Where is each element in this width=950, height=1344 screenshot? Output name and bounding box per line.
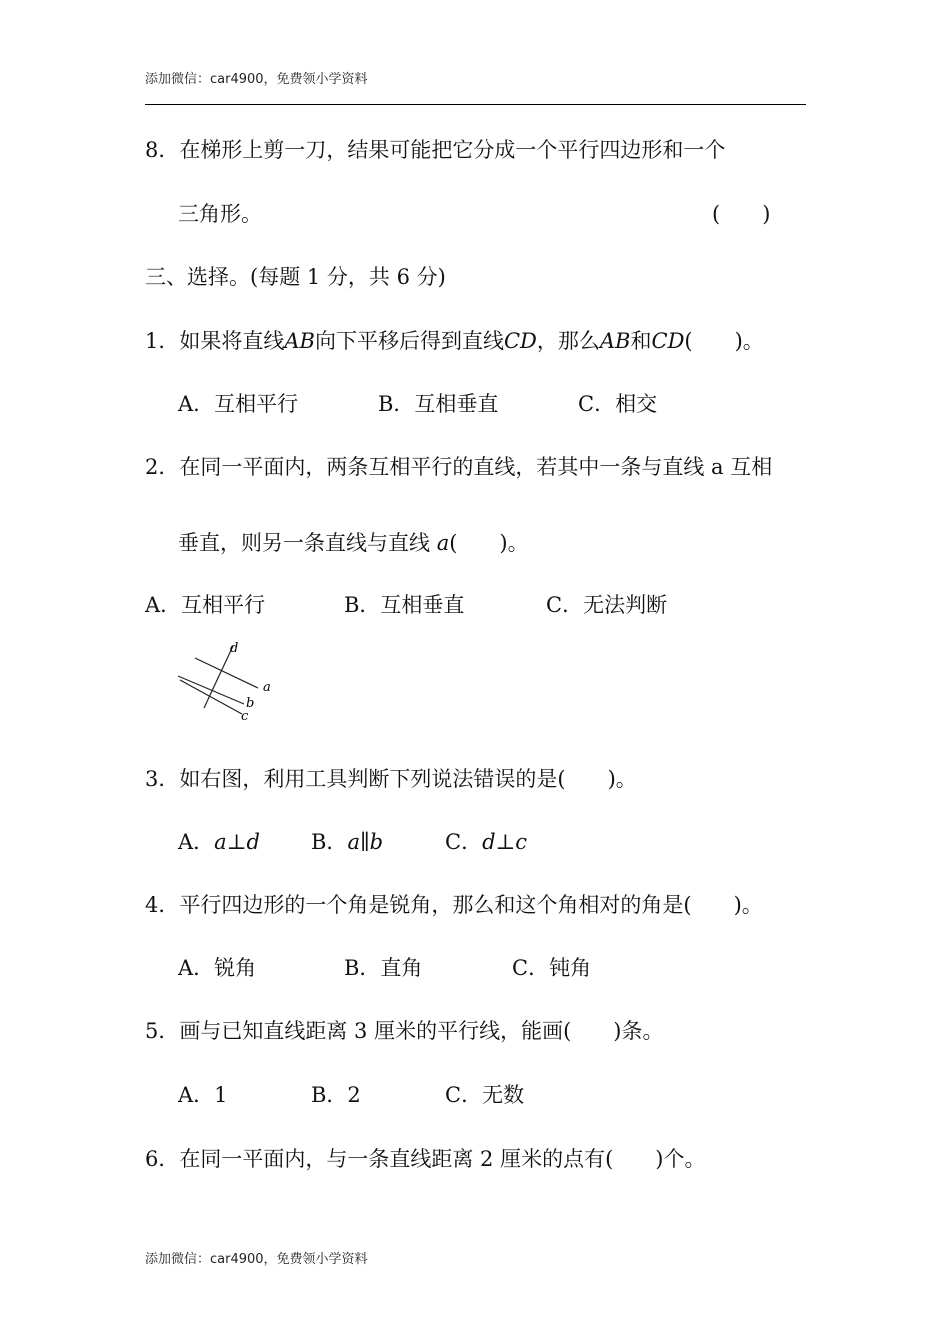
q2-option-b: B．互相垂直 bbox=[344, 593, 465, 617]
label-d: d bbox=[230, 641, 239, 656]
q1-number: 1． bbox=[145, 329, 180, 353]
q1-text-c: ，那么 bbox=[536, 329, 600, 353]
label-c: c bbox=[241, 709, 249, 724]
line-d bbox=[204, 646, 233, 708]
question-5 bbox=[145, 1017, 663, 1045]
q1-text-a: 如果将直线 bbox=[179, 329, 285, 353]
q3-option-a-expr: a⊥d bbox=[214, 830, 260, 854]
question-6 bbox=[145, 1145, 705, 1173]
question-4 bbox=[145, 891, 763, 919]
line-a bbox=[195, 658, 258, 688]
question-2 bbox=[145, 453, 772, 481]
q8-line2: 三角形。 bbox=[178, 202, 262, 226]
page-header: 添加微信：car4900，免费领小学资料 bbox=[145, 72, 368, 87]
q3-option-b bbox=[311, 828, 383, 856]
q2-line1: 在同一平面内，两条互相平行的直线，若其中一条与直线 a 互相 bbox=[179, 455, 773, 479]
q1-var-cd-2: CD bbox=[651, 329, 685, 353]
q3-text: 如右图，利用工具判断下列说法错误的是( )。 bbox=[179, 767, 637, 791]
q2-var-a: a bbox=[436, 531, 450, 555]
q5-option-b: B．2 bbox=[311, 1083, 361, 1107]
q2-option-a: A．互相平行 bbox=[145, 593, 266, 617]
q5-option-a: A．1 bbox=[178, 1083, 228, 1107]
q1-text-b: 向下平移后得到直线 bbox=[314, 329, 504, 353]
q4-text: 平行四边形的一个角是锐角，那么和这个角相对的角是( )。 bbox=[179, 893, 763, 917]
q8-line1: 8．在梯形上剪一刀，结果可能把它分成一个平行四边形和一个 bbox=[145, 138, 726, 162]
q1-var-cd: CD bbox=[503, 329, 537, 353]
line-c bbox=[180, 680, 242, 714]
q1-text-e: ( )。 bbox=[684, 329, 764, 353]
q6-number: 6． bbox=[145, 1147, 180, 1171]
q6-text: 在同一平面内，与一条直线距离 2 厘米的点有( )个。 bbox=[179, 1147, 706, 1171]
q2-line2-b: ( )。 bbox=[449, 531, 529, 555]
question-3 bbox=[145, 765, 637, 793]
q2-line2-a: 垂直，则另一条直线与直线 bbox=[178, 531, 437, 555]
q1-option-a: A．互相平行 bbox=[178, 392, 299, 416]
header-rule bbox=[145, 104, 806, 105]
q8-answer-paren: ( ) bbox=[712, 202, 771, 226]
q1-var-ab-2: AB bbox=[599, 329, 631, 353]
label-a: a bbox=[263, 680, 271, 695]
page-footer: 添加微信：car4900，免费领小学资料 bbox=[145, 1252, 368, 1267]
q5-number: 5． bbox=[145, 1019, 180, 1043]
q3-option-a-label: A． bbox=[178, 830, 215, 854]
line-b bbox=[178, 676, 244, 704]
q3-option-a bbox=[178, 828, 260, 856]
lines-figure bbox=[170, 636, 290, 728]
q1-var-ab: AB bbox=[284, 329, 315, 353]
q4-option-b: B．直角 bbox=[344, 956, 423, 980]
q3-option-c-label: C． bbox=[445, 830, 483, 854]
q3-option-b-expr: a∥b bbox=[347, 830, 384, 854]
section-title: 三、选择。(每题 1 分，共 6 分) bbox=[145, 265, 446, 289]
q1-option-b: B．互相垂直 bbox=[378, 392, 499, 416]
q1-text-d: 和 bbox=[630, 329, 652, 353]
q5-option-c: C．无数 bbox=[445, 1083, 525, 1107]
q4-number: 4． bbox=[145, 893, 180, 917]
q3-option-c bbox=[445, 828, 527, 856]
question-2-cont bbox=[178, 529, 529, 557]
question-1 bbox=[145, 327, 764, 355]
q2-option-c: C．无法判断 bbox=[546, 593, 668, 617]
q2-number: 2． bbox=[145, 455, 180, 479]
q4-option-a: A．锐角 bbox=[178, 956, 257, 980]
q5-text: 画与已知直线距离 3 厘米的平行线，能画( )条。 bbox=[179, 1019, 664, 1043]
q3-option-b-label: B． bbox=[311, 830, 348, 854]
q1-option-c: C．相交 bbox=[578, 392, 658, 416]
label-b: b bbox=[246, 696, 255, 711]
q3-number: 3． bbox=[145, 767, 180, 791]
q4-option-c: C．钝角 bbox=[512, 956, 592, 980]
q3-option-c-expr: d⊥c bbox=[482, 830, 528, 854]
